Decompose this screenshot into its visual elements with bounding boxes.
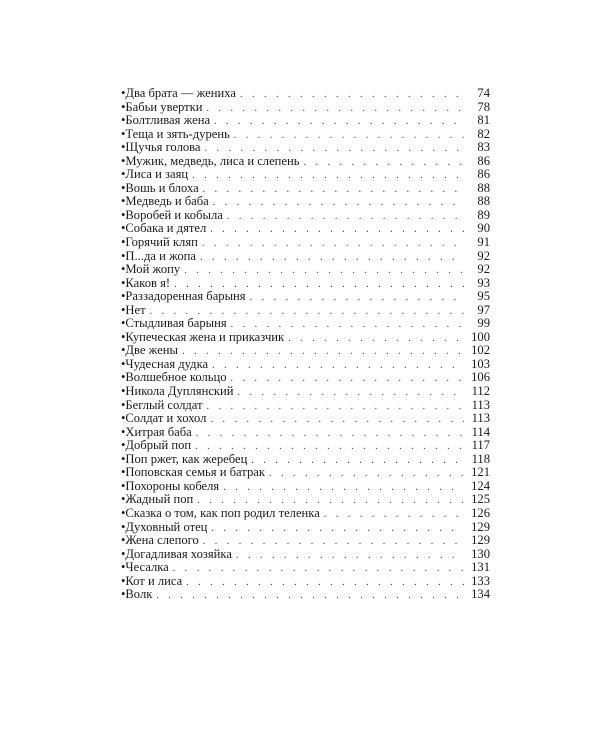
toc-entry <box>121 548 490 562</box>
toc-entry-title: •Духовный отец <box>121 519 208 534</box>
toc-entry <box>121 222 490 236</box>
toc-entry <box>121 236 490 250</box>
toc-entry-title: •Лиса и заяц <box>121 167 189 182</box>
toc-entry-page-number: 83 <box>477 140 490 155</box>
toc-dot-leader <box>196 427 464 441</box>
toc-entry <box>121 399 490 413</box>
toc-entry-page-number: 129 <box>471 533 490 548</box>
toc-entry <box>121 182 490 196</box>
toc-dot-leader <box>251 454 464 468</box>
toc-entry <box>121 250 490 264</box>
toc-dot-leader <box>184 264 464 278</box>
toc-entry-title: •Купеческая жена и приказчик <box>121 329 285 344</box>
toc-entry-page-number: 114 <box>471 424 490 439</box>
toc-entry <box>121 141 490 155</box>
toc-entry-title: •Чесалка <box>121 560 169 575</box>
toc-entry-page-number: 121 <box>471 465 490 480</box>
toc-entry-page-number: 95 <box>477 289 490 304</box>
toc-entry-page-number: 130 <box>471 546 490 561</box>
toc-entry-title: •Воробей и кобыла <box>121 207 223 222</box>
toc-entry <box>121 453 490 467</box>
toc-entry-title: •Бабьи увертки <box>121 99 203 114</box>
toc-dot-leader <box>202 237 464 251</box>
table-of-contents <box>121 87 490 602</box>
toc-entry-title: •Две жены <box>121 343 178 358</box>
toc-entry-title: •Жадный поп <box>121 492 194 507</box>
toc-entry <box>121 439 490 453</box>
toc-entry-page-number: 74 <box>477 86 490 100</box>
toc-dot-leader <box>210 413 464 427</box>
toc-entry-title: •Волшебное кольцо <box>121 370 227 385</box>
toc-entry-title: •П...да и жопа <box>121 248 196 263</box>
toc-entry <box>121 277 490 291</box>
toc-dot-leader <box>324 508 464 522</box>
toc-entry-title: •Похороны кобеля <box>121 478 220 493</box>
toc-entry-title: •Жена слепого <box>121 533 199 548</box>
toc-entry-title: •Кот и лиса <box>121 573 183 588</box>
toc-entry-page-number: 82 <box>477 126 490 141</box>
toc-entry-title: •Раззадоренная барыня <box>121 289 246 304</box>
toc-entry <box>121 87 490 101</box>
toc-entry <box>121 101 490 115</box>
toc-entry-title: •Беглый солдат <box>121 397 203 412</box>
toc-dot-leader <box>213 196 464 210</box>
toc-entry <box>121 371 490 385</box>
toc-entry-page-number: 125 <box>471 492 490 507</box>
toc-entry-page-number: 113 <box>471 397 490 412</box>
toc-entry-page-number: 112 <box>471 384 490 399</box>
toc-entry-title: •Болтливая жена <box>121 113 211 128</box>
toc-entry-page-number: 118 <box>471 451 490 466</box>
toc-entry <box>121 209 490 223</box>
toc-dot-leader <box>288 332 464 346</box>
toc-entry <box>121 358 490 372</box>
toc-dot-leader <box>156 589 464 603</box>
toc-entry <box>121 466 490 480</box>
toc-dot-leader <box>223 481 464 495</box>
toc-dot-leader <box>210 223 464 237</box>
toc-entry-title: •Собака и дятел <box>121 221 207 236</box>
toc-entry <box>121 114 490 128</box>
toc-dot-leader <box>269 467 464 481</box>
toc-dot-leader <box>192 169 464 183</box>
toc-entry-title: •Нет <box>121 302 146 317</box>
toc-entry <box>121 168 490 182</box>
toc-entry-page-number: 89 <box>477 207 490 222</box>
toc-entry-title: •Добрый поп <box>121 438 192 453</box>
toc-entry <box>121 561 490 575</box>
toc-dot-leader <box>240 88 464 102</box>
toc-entry-title: •Догадливая хозяйка <box>121 546 232 561</box>
toc-entry <box>121 290 490 304</box>
toc-entry-page-number: 133 <box>471 573 490 588</box>
toc-entry-page-number: 124 <box>471 478 490 493</box>
toc-entry <box>121 480 490 494</box>
toc-entry-page-number: 97 <box>477 302 490 317</box>
toc-entry-page-number: 88 <box>477 194 490 209</box>
toc-entry <box>121 588 490 602</box>
toc-dot-leader <box>182 345 464 359</box>
toc-entry-page-number: 129 <box>471 519 490 534</box>
toc-entry-page-number: 86 <box>477 153 490 168</box>
toc-dot-leader <box>212 359 464 373</box>
toc-entry-page-number: 92 <box>477 248 490 263</box>
toc-entry <box>121 521 490 535</box>
toc-dot-leader <box>231 372 464 386</box>
toc-dot-leader <box>236 549 464 563</box>
toc-entry-page-number: 93 <box>477 275 490 290</box>
toc-entry <box>121 128 490 142</box>
toc-entry-page-number: 90 <box>477 221 490 236</box>
toc-entry-title: •Поповская семья и батрак <box>121 465 265 480</box>
toc-entry <box>121 385 490 399</box>
toc-entry-title: •Медведь и баба <box>121 194 209 209</box>
toc-dot-leader <box>250 291 464 305</box>
toc-entry-title: •Горячий кляп <box>121 235 198 250</box>
toc-dot-leader <box>207 400 464 414</box>
toc-entry <box>121 534 490 548</box>
toc-dot-leader <box>207 102 464 116</box>
toc-entry-title: •Мужик, медведь, лиса и слепень <box>121 153 300 168</box>
toc-entry <box>121 263 490 277</box>
toc-entry-title: •Поп ржет, как жеребец <box>121 451 248 466</box>
toc-entry-page-number: 106 <box>471 370 490 385</box>
toc-entry-title: •Теща и зять-дурень <box>121 126 230 141</box>
toc-entry <box>121 331 490 345</box>
toc-entry-page-number: 86 <box>477 167 490 182</box>
toc-entry-page-number: 92 <box>477 262 490 277</box>
toc-entry-page-number: 134 <box>471 587 490 602</box>
toc-dot-leader <box>238 386 464 400</box>
toc-entry-title: •Мой жопу <box>121 262 181 277</box>
toc-entry-page-number: 131 <box>471 560 490 575</box>
toc-dot-leader <box>186 576 464 590</box>
toc-dot-leader <box>214 115 464 129</box>
toc-entry <box>121 155 490 169</box>
toc-entry-page-number: 91 <box>477 235 490 250</box>
toc-entry-page-number: 117 <box>471 438 490 453</box>
toc-dot-leader <box>203 183 464 197</box>
toc-entry-title: •Сказка о том, как поп родил теленка <box>121 505 320 520</box>
toc-entry-title: •Хитрая баба <box>121 424 192 439</box>
toc-entry <box>121 195 490 209</box>
toc-dot-leader <box>203 535 464 549</box>
toc-entry-title: •Каков я! <box>121 275 171 290</box>
toc-entry-title: •Вошь и блоха <box>121 180 199 195</box>
toc-entry-title: •Стыдливая барыня <box>121 316 227 331</box>
toc-entry-page-number: 99 <box>477 316 490 331</box>
toc-dot-leader <box>234 129 464 143</box>
toc-entry <box>121 426 490 440</box>
toc-dot-leader <box>304 156 465 170</box>
toc-entry-page-number: 113 <box>471 411 490 426</box>
toc-dot-leader <box>173 562 464 576</box>
toc-entry-page-number: 102 <box>471 343 490 358</box>
toc-entry <box>121 304 490 318</box>
toc-entry-page-number: 88 <box>477 180 490 195</box>
toc-dot-leader <box>200 251 464 265</box>
toc-dot-leader <box>211 522 464 536</box>
toc-entry <box>121 575 490 589</box>
toc-entry-page-number: 81 <box>477 113 490 128</box>
toc-entry-page-number: 103 <box>471 356 490 371</box>
toc-entry-title: •Солдат и хохол <box>121 411 207 426</box>
toc-entry-title: •Никола Дуплянский <box>121 384 234 399</box>
toc-entry <box>121 493 490 507</box>
toc-entry-title: •Щучья голова <box>121 140 201 155</box>
toc-entry <box>121 344 490 358</box>
toc-entry-title: •Два брата — жениха <box>121 86 236 100</box>
toc-entry <box>121 412 490 426</box>
toc-entry-page-number: 100 <box>471 329 490 344</box>
toc-entry-page-number: 78 <box>477 99 490 114</box>
toc-entry-title: •Волк <box>121 587 153 602</box>
toc-entry <box>121 507 490 521</box>
toc-dot-leader <box>227 210 464 224</box>
toc-entry <box>121 317 490 331</box>
toc-entry-title: •Чудесная дудка <box>121 356 209 371</box>
toc-entry-page-number: 126 <box>471 505 490 520</box>
